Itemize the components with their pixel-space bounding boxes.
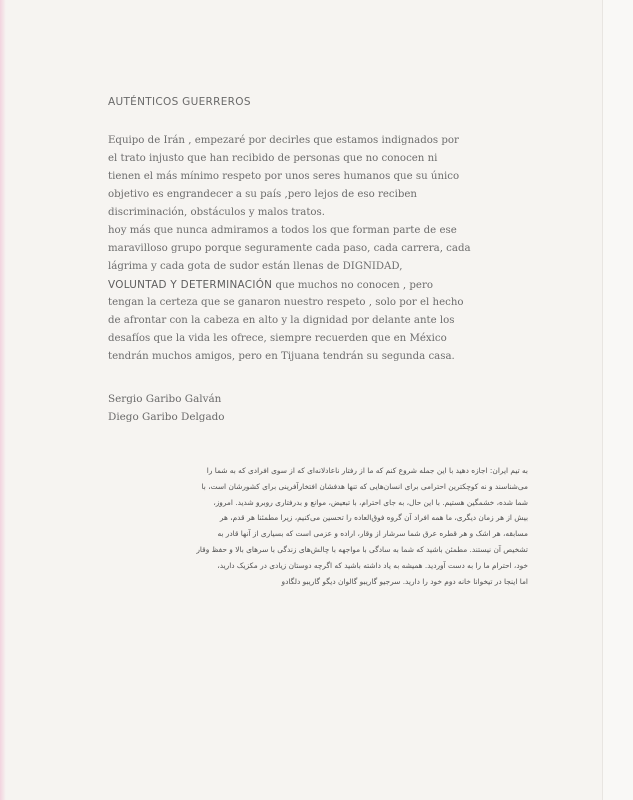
signature-name: Diego Garibo Delgado xyxy=(108,411,225,423)
emphasis-text: VOLUNTAD Y DETERMINACIÓN xyxy=(108,279,273,291)
body-line: objetivo es engrandecer a su país ,pero lejos de eso reciben xyxy=(108,189,417,200)
body-line: desafíos que la vida les ofrece, siempre recuerden que en México xyxy=(108,333,447,344)
persian-line: شما شده، خشمگین هستیم. با این حال، به جای احترام، با تبعیض، موانع و بدرفتاری روبرو شدید. امروز، xyxy=(213,497,528,507)
body-line xyxy=(108,276,528,294)
persian-translation xyxy=(108,463,528,589)
persian-line: تشخیص آن نیستند. مطمئن باشید که شما به سادگی با مواجهه با چالش‌های زندگی با سرهای بالا و حفظ وقار xyxy=(196,544,528,554)
persian-line: به تیم ایران: اجازه دهید با این جمله شروع کنم که ما از رفتار ناعادلانه‌ای که از سوی افرادی که به شما را xyxy=(206,466,528,475)
letter-body xyxy=(108,132,528,366)
body-line: tienen el más mínimo respeto por unos seres humanos que su único xyxy=(108,171,460,182)
persian-line: اما اینجا در تیخوانا خانه دوم خود را دارید. سرجیو گاریبو گالوان دیگو گاریبو دلگادو xyxy=(281,576,528,586)
page-edge xyxy=(0,0,6,800)
persian-line: مسابقه، هر اشک و هر قطره عرق شما سرشار از وقار، اراده و عزمی است که بسیاری از آنها قادر به xyxy=(217,529,528,539)
page-fold xyxy=(602,0,633,800)
signature-name: Sergio Garibo Galván xyxy=(108,393,222,405)
body-line: Equipo de Irán , empezaré por decirles que estamos indignados por xyxy=(108,135,459,146)
body-line: tengan la certeza que se ganaron nuestro respeto , solo por el hecho xyxy=(108,297,464,308)
persian-line: خود، احترام ما را به دست آوردید. همیشه به یاد داشته باشید که اگرچه دوستان زیادی در مکزیک دارید، xyxy=(217,560,528,570)
body-line: maravilloso grupo porque seguramente cada paso, cada carrera, cada xyxy=(108,243,471,254)
persian-line: بیش از هر زمان دیگری، ما همه افراد آن گروه فوق‌العاده را تحسین می‌کنیم، زیرا مطمئنا هر قدم، هر xyxy=(219,513,528,523)
persian-line: می‌شناسند و نه کوچکترین احترامی برای انسان‌هایی که تنها هدفشان افتخارآفرینی برای کشورشان است، با xyxy=(201,481,528,491)
body-line-rest: que muchos no conocen , pero xyxy=(272,280,433,291)
body-line: lágrima y cada gota de sudor están llenas de DIGNIDAD, xyxy=(108,261,403,272)
body-line: hoy más que nunca admiramos a todos los que forman parte de ese xyxy=(108,225,457,236)
letter-heading: AUTÉNTICOS GUERREROS xyxy=(108,96,251,108)
body-line: el trato injusto que han recibido de personas que no conocen ni xyxy=(108,153,438,164)
body-line: discriminación, obstáculos y malos tratos. xyxy=(108,207,326,218)
body-line: de afrontar con la cabeza en alto y la dignidad por delante ante los xyxy=(108,315,455,326)
signature-block xyxy=(108,390,408,426)
body-line: tendrán muchos amigos, pero en Tijuana tendrán su segunda casa. xyxy=(108,351,455,362)
